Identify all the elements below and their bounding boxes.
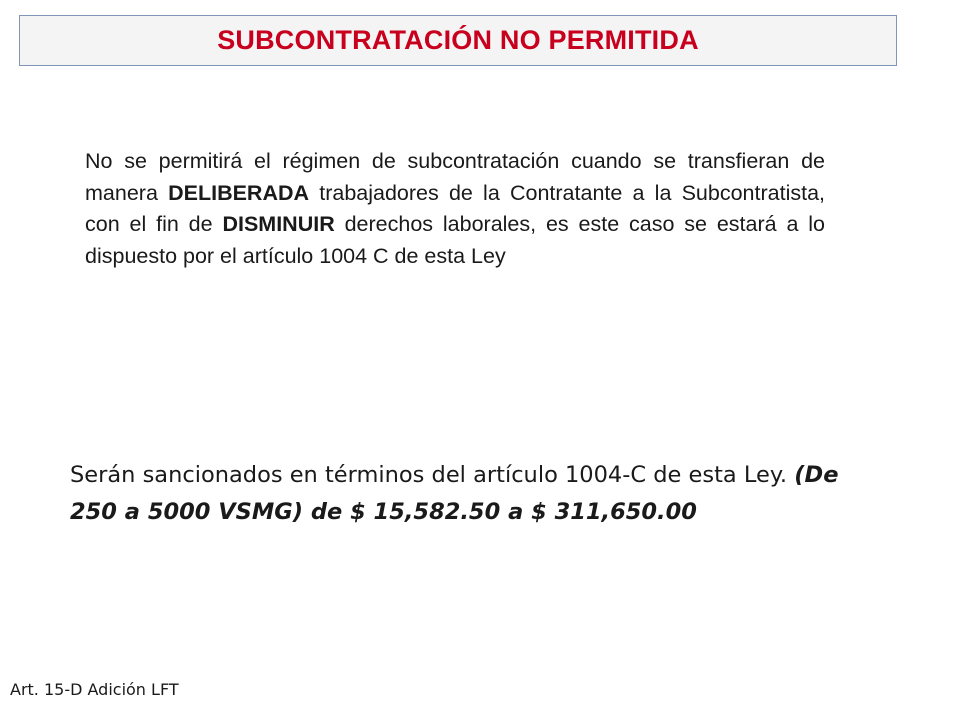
sanction-amount: (De 250 a 5000 VSMG) de $ 15,582.50 a $ 311,650.00 <box>70 462 839 525</box>
sanction-paragraph <box>70 457 870 531</box>
sanction-text: Serán sancionados en términos del artículo 1004-C de esta Ley. <box>70 462 795 488</box>
rule-text-part-2: trabajadores de la Contratante a la Subcontratista, con el fin de <box>85 180 826 236</box>
rule-text-part-3: derechos laborales, es este caso se estará a lo dispuesto por el artículo 1004 C de esta Ley <box>85 212 826 268</box>
slide-title: SUBCONTRATACIÓN NO PERMITIDA <box>217 25 699 55</box>
rule-bold-deliberada: DELIBERADA <box>168 180 310 205</box>
title-banner <box>19 15 897 66</box>
rule-paragraph <box>85 146 825 272</box>
rule-bold-disminuir: DISMINUIR <box>222 212 335 236</box>
footnote-reference: Art. 15-D Adición LFT <box>10 680 179 699</box>
rule-text-part-1: No se permitirá el régimen de subcontratación cuando se transfieran de manera <box>85 149 825 205</box>
